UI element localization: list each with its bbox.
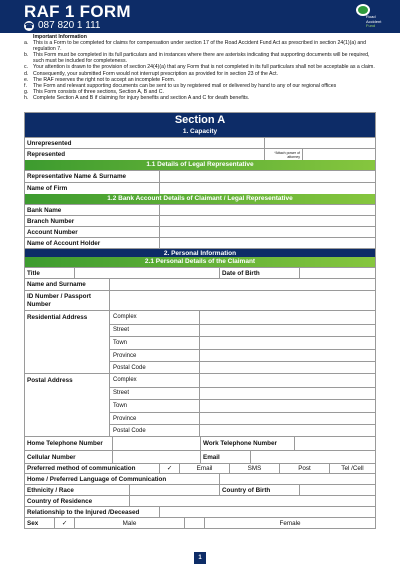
residential-address-block [25,310,375,373]
bank-row [25,204,375,215]
postal-street-field[interactable] [200,387,375,400]
note-text: This Form must be completed in its full particulars and in instances where there are asterisks indicating that supporting documents will be required, such must be included for completeness. [33,52,370,65]
province-label: Province [110,349,199,362]
note-text: Your attention is drawn to the provision of section 24(4)(a) that any Form that is not completed in its full particulars shall not be acceptable as a claim. [33,64,375,71]
personal-details-heading: 2.1 Personal Details of the Claimant [25,257,375,267]
name-surname-field[interactable] [110,279,375,290]
pref-comm-sms-option[interactable]: SMS [230,464,280,473]
legal-rep-heading: 1.1 Details of Legal Representative [25,160,375,170]
ethnicity-field[interactable] [130,485,220,495]
sex-female-checkbox[interactable] [185,518,205,528]
name-row [25,278,375,290]
phone-row [24,20,100,31]
pref-comm-post-option[interactable]: Post [280,464,330,473]
note-item [24,40,376,52]
rep-name-label: Representative Name & Surname [25,171,160,182]
telephone-row [25,436,375,450]
town-label: Town [110,399,199,412]
postal-complex-field[interactable] [200,374,375,387]
note-letter: d. [24,70,29,77]
language-field[interactable] [220,474,375,484]
sex-checkmark-icon: ✓ [55,518,75,528]
account-number-field[interactable] [160,227,375,237]
rep-name-field[interactable] [160,171,375,182]
pref-comm-tel-option[interactable]: Tel /Cell [341,465,364,472]
section-a-title: Section A [25,113,375,127]
important-information [24,34,376,101]
logo-text [366,15,396,29]
title-label: Title [25,268,75,278]
postal-code-label: Postal Code [110,361,199,374]
residential-street-field[interactable] [200,324,375,337]
account-holder-label: Name of Account Holder [25,238,160,248]
language-label: Home / Preferred Language of Communication [25,474,220,484]
legal-rep-name-row [25,170,375,182]
note-text: This is a Form to be completed for claims for compensation under section 17 of the Road Accident Fund Act as prescribed in section 24(1)(a) and regulation 7. [33,40,367,53]
phone-number: 087 820 1 111 [38,20,101,31]
residential-town-field[interactable] [200,336,375,349]
pref-comm-label: Preferred method of communication [25,464,160,473]
note-text: The RAF reserves the right not to accept an incomplete Form. [33,76,176,83]
residential-complex-field[interactable] [200,311,375,324]
province-label: Province [110,412,199,425]
relationship-label: Relationship to the Injured /Deceased [25,507,160,517]
note-letter: h. [24,94,29,101]
bank-heading: 1.2 Bank Account Details of Claimant / Legal Representative [25,194,375,204]
id-passport-label: ID Number / Passport Number [25,291,110,310]
capacity-row-represented [25,148,375,160]
residential-address-label: Residential Address [25,311,110,373]
ethnicity-row [25,484,375,495]
account-number-label: Account Number [25,227,160,237]
note-text: This Form consists of three sections, Section A, B and C. [33,88,164,95]
note-letter: g. [24,88,29,95]
page-header [0,0,400,33]
bank-row [25,237,375,248]
cell-number-label: Cellular Number [25,451,113,463]
raf-logo [356,4,386,30]
pref-comm-email-option[interactable]: Email [180,464,230,473]
form-title: RAF 1 FORM [24,2,131,21]
residential-postal-code-field[interactable] [200,361,375,374]
capacity-heading: 1. Capacity [25,127,375,137]
email-field[interactable] [251,451,375,463]
represented-label: Represented [25,149,265,160]
phone-icon: ☎ [24,22,34,30]
residential-sub-labels [110,311,200,373]
bank-row [25,215,375,226]
residential-province-field[interactable] [200,349,375,362]
bank-name-label: Bank Name [25,205,160,215]
note-letter: a. [24,40,29,47]
personal-info-heading: 2. Personal Information [25,248,375,257]
preferred-comm-row [25,463,375,473]
country-birth-field[interactable] [300,485,375,495]
id-row [25,290,375,310]
ethnicity-label: Ethnicity / Race [25,485,130,495]
pref-comm-checkmark-icon: ✓ [160,464,180,473]
unrepresented-checkbox[interactable] [265,138,375,148]
complex-label: Complex [113,314,137,321]
logo-line: Fund [366,23,376,28]
sex-female-option[interactable]: Female [279,519,301,527]
street-label: Street [110,324,199,337]
name-surname-label: Name and Surname [25,279,110,290]
unrepresented-label: Unrepresented [25,138,265,148]
sex-male-option[interactable]: Male [75,518,185,528]
email-label: Email [201,451,251,463]
title-field[interactable] [75,268,220,278]
sex-label: Sex [25,518,55,528]
cell-email-row [25,450,375,463]
cell-number-field[interactable] [113,451,201,463]
bank-row [25,226,375,237]
firm-name-label: Name of Firm [25,183,160,194]
residential-address-fields[interactable] [200,311,375,373]
logo-line: Road [366,14,376,19]
country-birth-label: Country of Birth [220,485,300,495]
power-of-attorney-note: *Attach power of attorney [265,149,303,160]
postal-address-block [25,373,375,436]
firm-name-field[interactable] [160,183,375,194]
complex-label: Complex [113,377,137,384]
work-tel-field[interactable] [295,437,375,450]
note-letter: e. [24,76,29,83]
legal-rep-firm-row [25,182,375,194]
title-dob-row [25,267,375,278]
page-number: 1 [194,552,206,564]
bank-name-field[interactable] [160,205,375,215]
id-passport-field[interactable] [110,291,375,310]
work-tel-label: Work Telephone Number [201,437,295,450]
note-letter: c. [24,64,29,71]
relationship-field[interactable] [160,507,375,517]
note-item [24,52,376,64]
note-letter: b. [24,52,29,59]
account-holder-field[interactable] [160,238,375,248]
country-residence-field[interactable] [130,496,375,506]
postal-address-label: Postal Address [25,374,110,436]
home-tel-field[interactable] [113,437,201,450]
country-residence-label: Country of Residence [25,496,130,506]
postal-code-label: Postal Code [110,424,199,437]
important-title: Important Information [33,34,87,40]
postal-town-field[interactable] [200,399,375,412]
logo-line: Accident [366,18,382,24]
branch-number-label: Branch Number [25,216,160,226]
postal-sub-labels [110,374,200,436]
postal-address-fields[interactable] [200,374,375,436]
dob-label: Date of Birth [220,268,300,278]
relationship-row [25,506,375,517]
sex-row [25,517,375,528]
section-a-form [24,112,376,529]
street-label: Street [110,387,199,400]
postal-province-field[interactable] [200,412,375,425]
postal-postal-code-field[interactable] [200,424,375,437]
note-text: Complete Section A and B if claiming for injury benefits and section A and C for death benefits. [33,94,250,101]
branch-number-field[interactable] [160,216,375,226]
dob-field[interactable] [300,268,375,278]
note-letter: f. [24,82,27,89]
note-text: The Form and relevant supporting documents can be sent to us by registered mail or delivered by hand to any of our regional offices [33,82,337,89]
town-label: Town [110,336,199,349]
language-row [25,473,375,484]
home-tel-label: Home Telephone Number [25,437,113,450]
capacity-row-unrepresented [25,137,375,148]
residence-row [25,495,375,506]
note-item [24,95,376,101]
represented-checkbox[interactable] [303,149,375,160]
note-text: Consequently, your submitted Form would not interrupt prescription as provided for in section 23 of the Act. [33,70,278,77]
